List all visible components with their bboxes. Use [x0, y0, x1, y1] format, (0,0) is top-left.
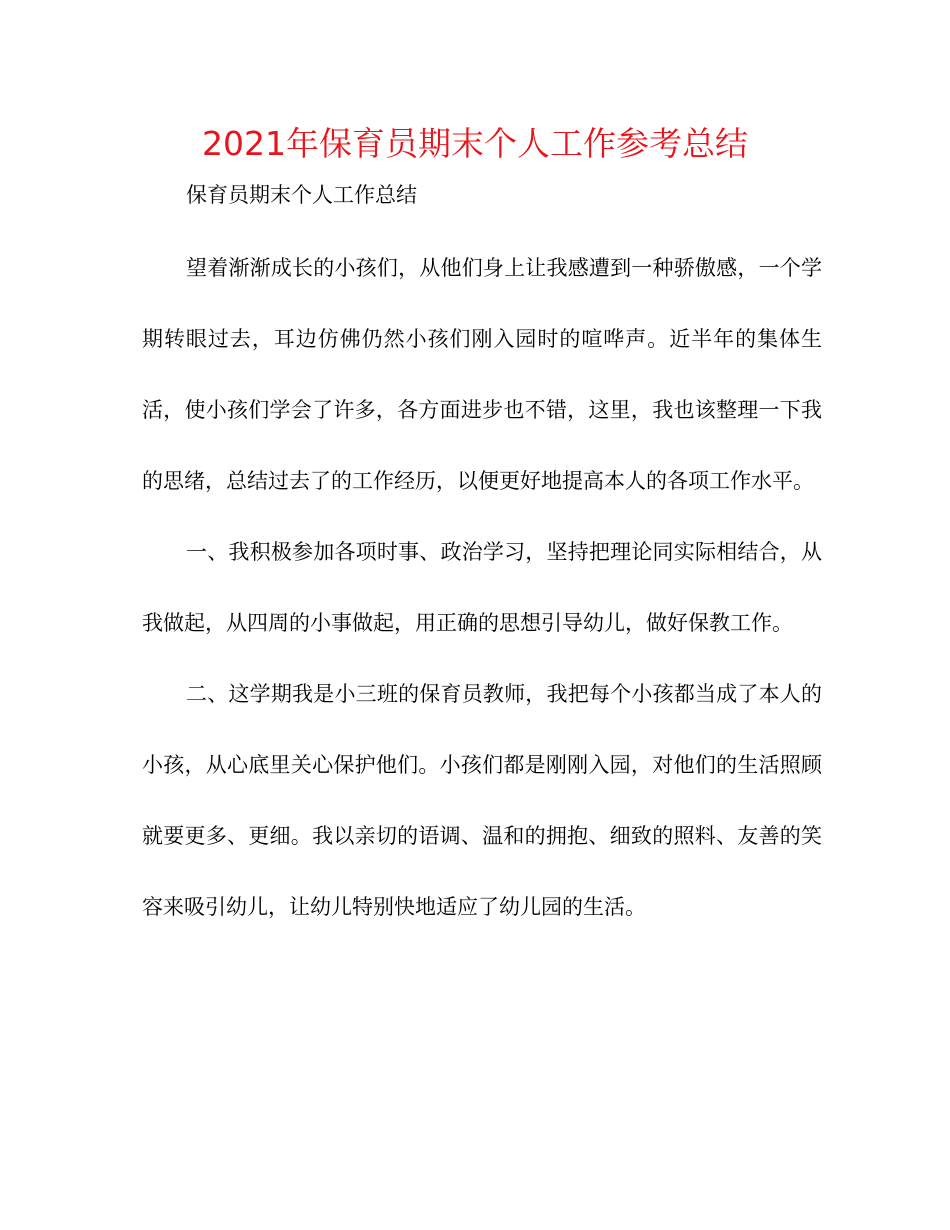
document-subtitle: 保育员期末个人工作总结 — [186, 183, 417, 207]
document-body — [142, 233, 822, 943]
paragraph-intro: 望着渐渐成长的小孩们，从他们身上让我感遭到一种骄傲感，一个学期转眼过去，耳边仿佛仍然小孩们刚入园时的喧哗声。近半年的集体生活，使小孩们学会了许多，各方面进步也不错，这里，我也该整理一下我的思绪，总结过去了的工作经历，以便更好地提高本人的各项工作水平。 — [142, 256, 822, 493]
paragraph-section-one: 一、我积极参加各项时事、政治学习，坚持把理论同实际相结合，从我做起，从四周的小事做起，用正确的思想引导幼儿，做好保教工作。 — [142, 540, 822, 635]
document-title: 2021年保育员期末个人工作参考总结 — [202, 124, 748, 163]
paragraph-section-two: 二、这学期我是小三班的保育员教师，我把每个小孩都当成了本人的小孩，从心底里关心保护他们。小孩们都是刚刚入园，对他们的生活照顾就要更多、更细。我以亲切的语调、温和的拥抱、细致的照料、友善的笑容来吸引幼儿，让幼儿特别快地适应了幼儿园的生活。 — [142, 682, 822, 919]
